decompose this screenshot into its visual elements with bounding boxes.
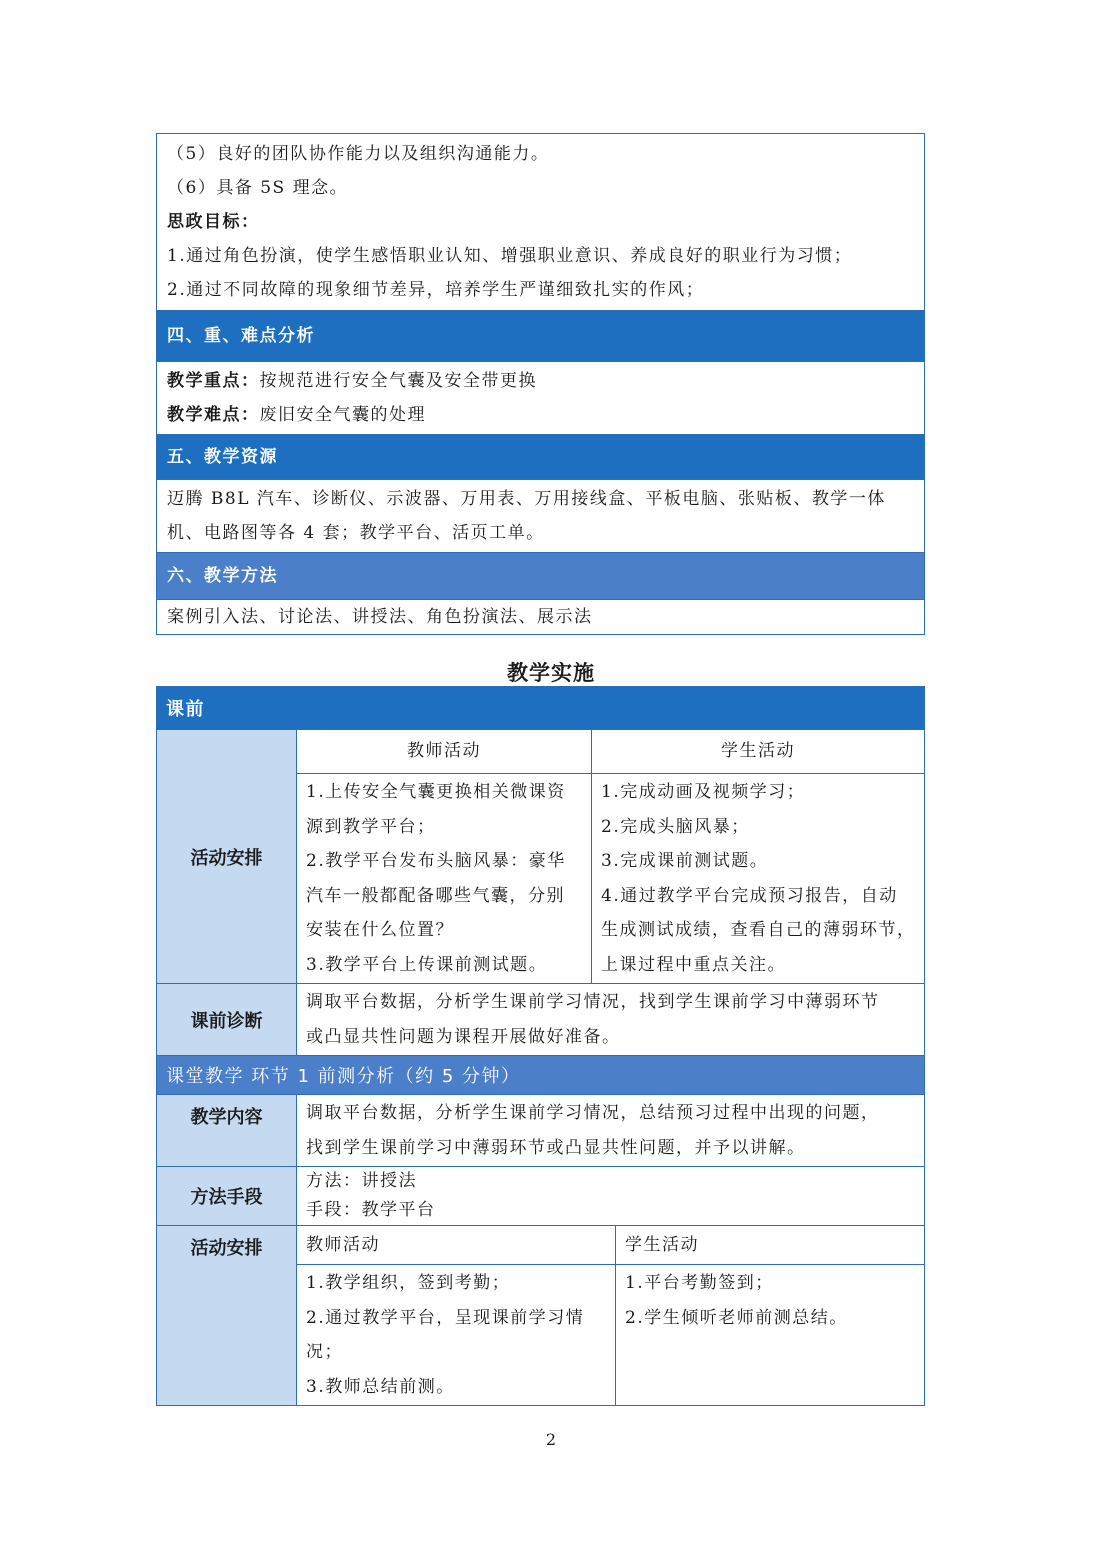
list-item: 3.教学平台上传课前测试题。 <box>306 954 548 975</box>
list-item: 2.完成头脑风暴； <box>601 816 750 837</box>
list-item: 3.完成课前测试题。 <box>601 851 769 871</box>
section-5-header: 五、教学资源 <box>157 435 925 480</box>
list-item: 3.教师总结前测。 <box>306 1376 455 1397</box>
list-item: 况； <box>306 1342 343 1362</box>
objective-item-6: （6）具备 5S 理念。 <box>167 178 349 198</box>
list-item: 安装在什么位置？ <box>306 920 454 940</box>
in-student-header: 学生活动 <box>616 1226 925 1265</box>
pre-student-activities <box>592 774 925 984</box>
in-class-header: 课堂教学 环节 1 前测分析（约 5 分钟） <box>157 1056 925 1095</box>
pre-teacher-header: 教师活动 <box>297 730 592 774</box>
resources-line-2: 机、电路图等各 4 套；教学平台、活页工单。 <box>167 523 545 543</box>
content-text <box>297 1095 925 1167</box>
pre-diagnosis-label: 课前诊断 <box>157 984 297 1056</box>
method-text <box>297 1167 925 1226</box>
content-label: 教学内容 <box>157 1095 297 1167</box>
difficult-point-label: 教学难点： <box>167 405 260 425</box>
list-item: 上课过程中重点关注。 <box>601 954 786 975</box>
methods-text: 案例引入法、讨论法、讲授法、角色扮演法、展示法 <box>167 607 593 627</box>
pre-teacher-activities <box>297 774 592 984</box>
list-item: 4.通过教学平台完成预习报告，自动 <box>601 885 898 906</box>
objectives-table <box>156 133 925 635</box>
objectives-cell <box>157 134 925 311</box>
diagnosis-line: 调取平台数据，分析学生课前学习情况，找到学生课前学习中薄弱环节 <box>306 992 880 1012</box>
list-item: 1.完成动画及视频学习； <box>601 782 806 802</box>
content-line: 调取平台数据，分析学生课前学习情况，总结预习过程中出现的问题， <box>306 1103 880 1123</box>
list-item: 1.平台考勤签到； <box>625 1273 774 1293</box>
method-line: 方法：讲授法 <box>306 1171 417 1191</box>
difficult-point-text: 废旧安全气囊的处理 <box>259 405 426 425</box>
in-student-activities <box>616 1265 925 1406</box>
list-item: 2.通过教学平台，呈现课前学习情 <box>306 1307 585 1328</box>
pre-diagnosis-text <box>297 984 925 1056</box>
key-point-label: 教学重点： <box>167 371 260 391</box>
objective-item-5: （5）良好的团队协作能力以及组织沟通能力。 <box>167 144 550 164</box>
page-number: 2 <box>545 1430 557 1449</box>
method-label: 方法手段 <box>157 1167 297 1226</box>
implementation-table <box>156 686 925 1406</box>
list-item: 生成测试成绩，查看自己的薄弱环节， <box>601 920 915 940</box>
ideological-label: 思政目标： <box>167 212 260 232</box>
list-item: 源到教学平台； <box>306 816 436 837</box>
implementation-title: 教学实施 <box>507 661 595 685</box>
section-5-body <box>157 480 925 553</box>
section-6-body <box>157 600 925 635</box>
list-item: 汽车一般都配备哪些气囊，分别 <box>306 885 565 906</box>
content-line: 找到学生课前学习中薄弱环节或凸显共性问题，并予以讲解。 <box>306 1137 806 1158</box>
section-4-header: 四、重、难点分析 <box>157 311 925 362</box>
resources-line-1: 迈腾 B8L 汽车、诊断仪、示波器、万用表、万用接线盒、平板电脑、张贴板、教学一体 <box>167 489 886 509</box>
in-activity-label: 活动安排 <box>157 1226 297 1406</box>
pre-class-header: 课前 <box>157 687 925 730</box>
section-4-body <box>157 362 925 435</box>
list-item: 1.上传安全气囊更换相关微课资 <box>306 782 566 802</box>
list-item: 1.教学组织，签到考勤； <box>306 1273 511 1293</box>
in-teacher-header: 教师活动 <box>297 1226 616 1265</box>
list-item: 2.教学平台发布头脑风暴：豪华 <box>306 851 566 871</box>
key-point-text: 按规范进行安全气囊及安全带更换 <box>259 371 537 391</box>
method-line: 手段：教学平台 <box>306 1200 436 1220</box>
diagnosis-line: 或凸显共性问题为课程开展做好准备。 <box>306 1026 621 1047</box>
ideological-item-2: 2.通过不同故障的现象细节差异，培养学生严谨细致扎实的作风； <box>167 280 705 300</box>
ideological-item-1: 1.通过角色扮演，使学生感悟职业认知、增强职业意识、养成良好的职业行为习惯； <box>167 246 853 266</box>
pre-activity-label: 活动安排 <box>157 730 297 984</box>
list-item: 2.学生倾听老师前测总结。 <box>625 1307 848 1328</box>
in-teacher-activities <box>297 1265 616 1406</box>
pre-student-header: 学生活动 <box>592 730 925 774</box>
section-6-header: 六、教学方法 <box>157 553 925 600</box>
